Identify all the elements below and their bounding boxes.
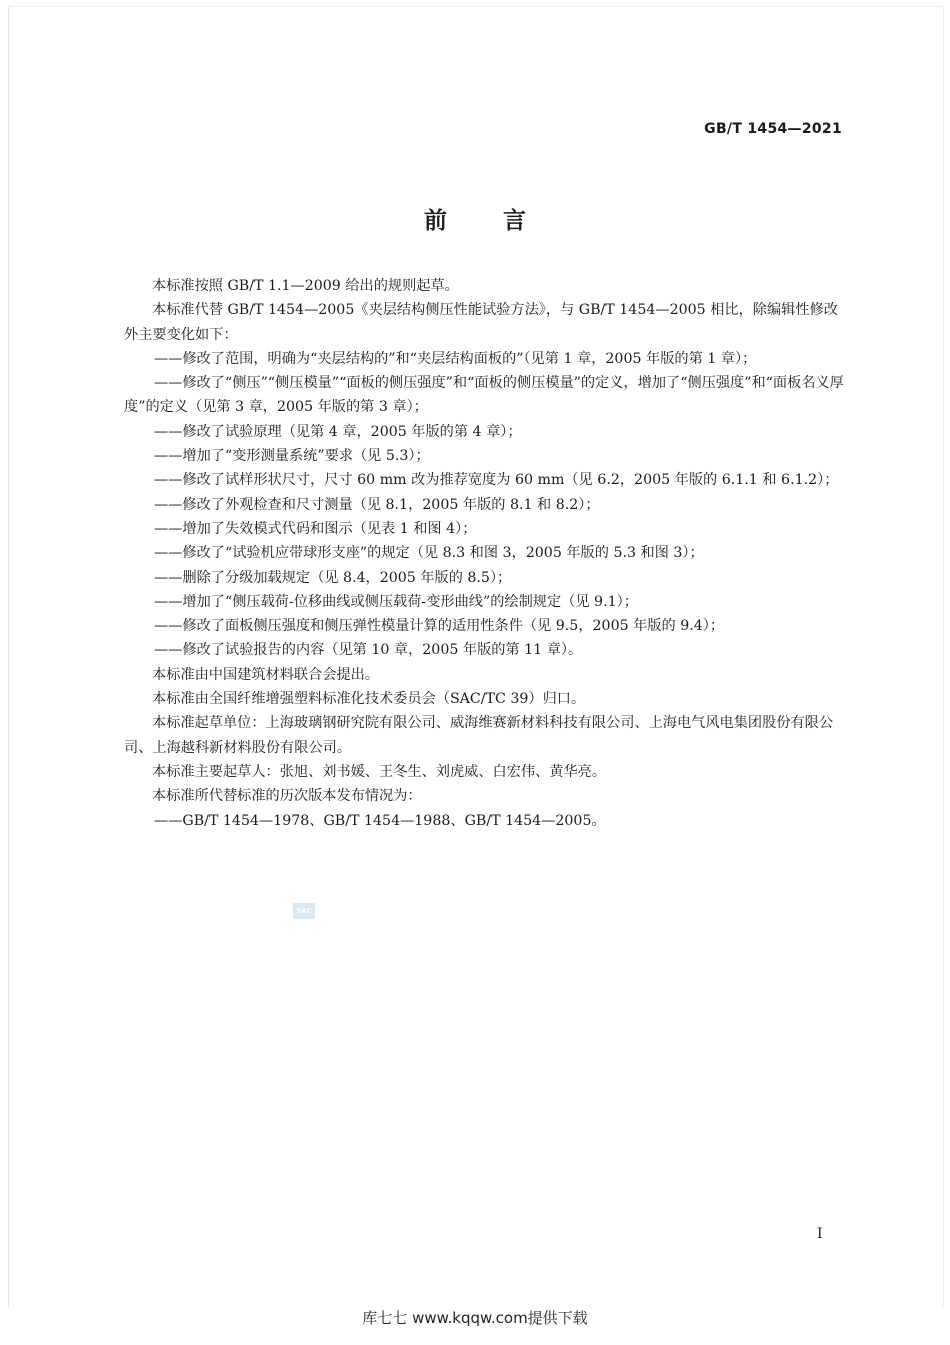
list-item: ——删除了分级加载规定（见 8.4，2005 年版的 8.5）；	[154, 569, 512, 586]
list-item: ——修改了面板侧压强度和侧压弹性模量计算的适用性条件（见 9.5，2005 年版的 9.4）；	[154, 618, 725, 635]
list-item: ——修改了外观检查和尺寸测量（见 8.1，2005 年版的 8.1 和 8.2）；	[154, 496, 600, 513]
sac-logo-icon: SAC	[293, 903, 315, 919]
list-item: ——GB/T 1454—1978、GB/T 1454—1988、GB/T 1454—2005。	[154, 812, 606, 829]
list-item: ——修改了“试验机应带球形支座”的规定（见 8.3 和图 3，2005 年版的 5.3 和图 3）；	[154, 545, 704, 562]
standard-code: GB/T 1454—2021	[704, 121, 842, 137]
list-item: ——增加了“变形测量系统”要求（见 5.3）；	[154, 448, 430, 465]
page-title: 前言	[424, 207, 582, 234]
list-item: ——修改了试验报告的内容（见第 10 章，2005 年版的第 11 章）。	[154, 642, 583, 659]
paragraph: 本标准由全国纤维增强塑料标准化技术委员会（SAC/TC 39）归口。	[152, 691, 586, 708]
list-item: ——修改了试样形状尺寸，尺寸 60 mm 改为推荐宽度为 60 mm（见 6.2，2005 年版的 6.1.1 和 6.1.2）；	[154, 472, 839, 489]
download-footer: 库七七 www.kqqw.com提供下载	[362, 1309, 588, 1327]
paragraph: 本标准由中国建筑材料联合会提出。	[152, 666, 380, 683]
document-body	[124, 274, 846, 833]
list-item: ——增加了失效模式代码和图示（见表 1 和图 4）；	[154, 520, 477, 537]
list-item: ——修改了范围，明确为“夹层结构的”和“夹层结构面板的”（见第 1 章，2005 年版的第 1 章）；	[154, 350, 757, 367]
page-number: I	[817, 1226, 823, 1242]
paragraph: 本标准起草单位：上海玻璃钢研究院有限公司、威海维赛新材料科技有限公司、上海电气风电集团股份有限公司、上海越科新材料股份有限公司。	[124, 715, 834, 756]
list-item: ——增加了“侧压载荷-位移曲线或侧压载荷-变形曲线”的绘制规定（见 9.1）；	[154, 593, 638, 610]
paragraph: 本标准代替 GB/T 1454—2005《夹层结构侧压性能试验方法》，与 GB/T 1454—2005 相比，除编辑性修改外主要变化如下：	[124, 302, 838, 343]
paragraph: 本标准所代替标准的历次版本发布情况为：	[152, 788, 422, 805]
paragraph: 本标准按照 GB/T 1.1—2009 给出的规则起草。	[152, 278, 459, 294]
paragraph: 本标准主要起草人：张旭、刘书媛、王冬生、刘虎威、白宏伟、黄华亮。	[152, 763, 607, 780]
list-item: ——修改了试验原理（见第 4 章，2005 年版的第 4 章）；	[154, 423, 522, 440]
list-item: ——修改了“侧压”“侧压模量”“面板的侧压强度”和“面板的侧压模量”的定义，增加了“侧压强度”和“面板名义厚度”的定义（见第 3 章，2005 年版的第 3 章）；	[124, 375, 844, 416]
